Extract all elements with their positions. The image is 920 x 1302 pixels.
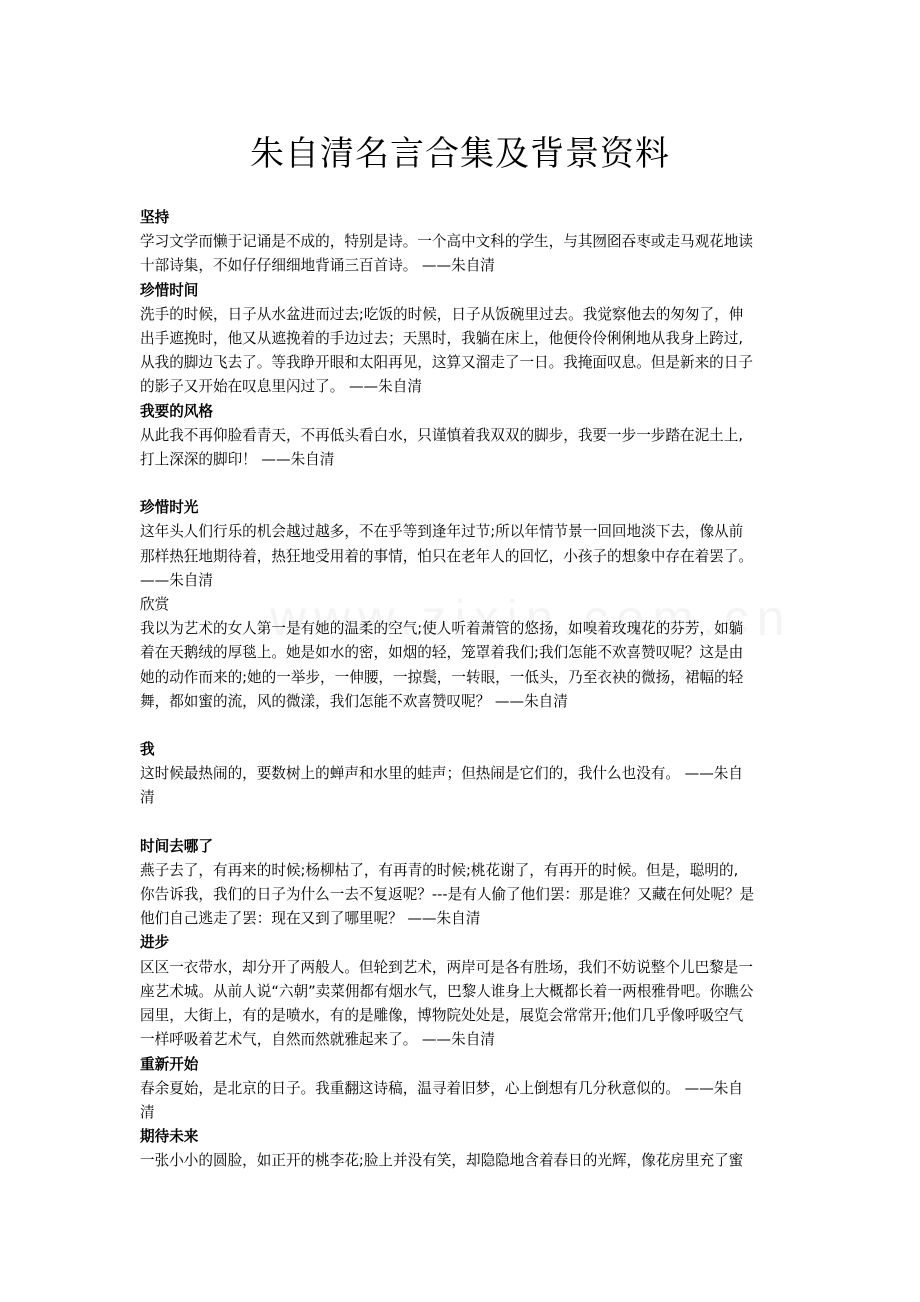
quote-line: 座艺术城。从前人说“六朝”卖菜佣都有烟水气，巴黎人谁身上大概都长着一两根雅骨吧。你瞧公 bbox=[140, 982, 754, 1000]
quote-line: 一张小小的圆脸，如正开的桃李花;脸上并没有笑，却隐隐地含着春日的光辉，像花房里充了蜜 bbox=[140, 1152, 744, 1170]
quote-line: 这时候最热闹的，要数树上的蝉声和水里的蛙声；但热闹是它们的，我什么也没有。 ——朱自 bbox=[140, 765, 743, 783]
quote-line: 春余夏始，是北京的日子。我重翻这诗稿，温寻着旧梦，心上倒想有几分秋意似的。 ——朱自 bbox=[140, 1079, 743, 1097]
quote-line: 舞，都如蜜的流，风的微漾，我们怎能不欢喜赞叹呢？ ——朱自清 bbox=[140, 692, 568, 710]
quote-line: 那样热狂地期待着，热狂地受用着的事情，怕只在老年人的回忆，小孩子的想象中存在着罢了。 bbox=[140, 547, 753, 565]
quote-line: 从我的脚边飞去了。等我睁开眼和太阳再见，这算又溜走了一日。我掩面叹息。但是新来的日子 bbox=[140, 354, 753, 372]
quote-section bbox=[140, 206, 792, 279]
quote-line: 你告诉我，我们的日子为什么一去不复返呢？---是有人偷了他们罢：那是谁？又藏在何处呢？是 bbox=[140, 886, 755, 904]
quote-line: 区区一衣带水，却分开了两般人。但轮到艺术，两岸可是各有胜场，我们不妨说整个儿巴黎是一 bbox=[140, 958, 753, 976]
quote-section bbox=[140, 835, 792, 932]
quote-line: 这年头人们行乐的机会越过越多，不在乎等到逢年过节;所以年情节景一回回地淡下去，像从前 bbox=[140, 523, 744, 541]
section-heading: 珍惜时光 bbox=[140, 499, 199, 517]
section-heading: 珍惜时间 bbox=[140, 281, 199, 299]
quote-section bbox=[140, 1053, 792, 1126]
quote-line: 出手遮挽时，他又从遮挽着的手边过去；天黑时，我躺在床上，他便伶伶俐俐地从我身上跨过, bbox=[140, 330, 743, 348]
quote-section bbox=[140, 279, 792, 400]
section-heading: 坚持 bbox=[140, 209, 170, 226]
section-heading: 欣赏 bbox=[140, 596, 170, 614]
blank-line bbox=[140, 811, 792, 835]
section-heading: 我 bbox=[140, 741, 155, 759]
quote-line: 打上深深的脚印！ ——朱自清 bbox=[140, 451, 335, 469]
blank-line bbox=[140, 472, 792, 496]
quote-section bbox=[140, 931, 792, 1052]
quote-line: 着在天鹅绒的厚毯上。她是如水的密，如烟的轻，笼罩着我们;我们怎能不欢喜赞叹呢？这是由 bbox=[140, 644, 744, 662]
quote-line: 清 bbox=[140, 789, 155, 807]
section-heading: 进步 bbox=[140, 934, 170, 952]
section-heading: 我要的风格 bbox=[140, 402, 213, 420]
quote-line: ——朱自清 bbox=[140, 571, 213, 589]
section-heading: 时间去哪了 bbox=[140, 837, 213, 855]
quote-section bbox=[140, 593, 792, 714]
quote-line: 十部诗集，不如仔仔细细地背诵三百首诗。 ——朱自清 bbox=[140, 257, 495, 275]
quote-section bbox=[140, 738, 792, 811]
quote-line: 从此我不再仰脸看青天，不再低头看白水，只谨慎着我双双的脚步，我要一步一步踏在泥土上, bbox=[140, 426, 743, 444]
quote-line: 一样呼吸着艺术气，自然而然就雅起来了。 ——朱自清 bbox=[140, 1031, 495, 1049]
document-body bbox=[140, 206, 792, 1174]
quote-line: 的影子又开始在叹息里闪过了。 ——朱自清 bbox=[140, 378, 422, 396]
quote-line: 她的动作而来的;她的一举步，一伸腰，一掠鬓，一转眼，一低头，乃至衣袂的微扬，裙幅的轻 bbox=[140, 668, 744, 686]
quote-line: 洗手的时候，日子从水盆进而过去;吃饭的时候，日子从饭碗里过去。我觉察他去的匆匆了，伸 bbox=[140, 305, 744, 323]
quote-section bbox=[140, 496, 792, 593]
section-heading: 重新开始 bbox=[140, 1055, 199, 1073]
quote-section bbox=[140, 1125, 792, 1173]
quote-line: 我以为艺术的女人第一是有她的温柔的空气;使人听着萧管的悠扬，如嗅着玫瑰花的芬芳，如躺 bbox=[140, 620, 744, 638]
quote-line: 他们自己逃走了罢：现在又到了哪里呢？ ——朱自清 bbox=[140, 910, 481, 928]
quote-line: 学习文学而懒于记诵是不成的，特别是诗。一个高中文科的学生，与其囫囵吞枣或走马观花地读 bbox=[140, 233, 753, 251]
quote-line: 清 bbox=[140, 1103, 155, 1121]
quote-line: 园里，大街上，有的是喷水，有的是雕像，博物院处处是，展览会常常开;他们几乎像呼吸空气 bbox=[140, 1007, 744, 1025]
quote-line: 燕子去了，有再来的时候;杨柳枯了，有再青的时候;桃花谢了，有再开的时候。但是，聪明的, bbox=[140, 861, 739, 879]
document-title: 朱自清名言合集及背景资料 bbox=[250, 134, 670, 174]
quote-section bbox=[140, 400, 792, 473]
blank-line bbox=[140, 714, 792, 738]
section-heading: 期待未来 bbox=[140, 1128, 199, 1146]
